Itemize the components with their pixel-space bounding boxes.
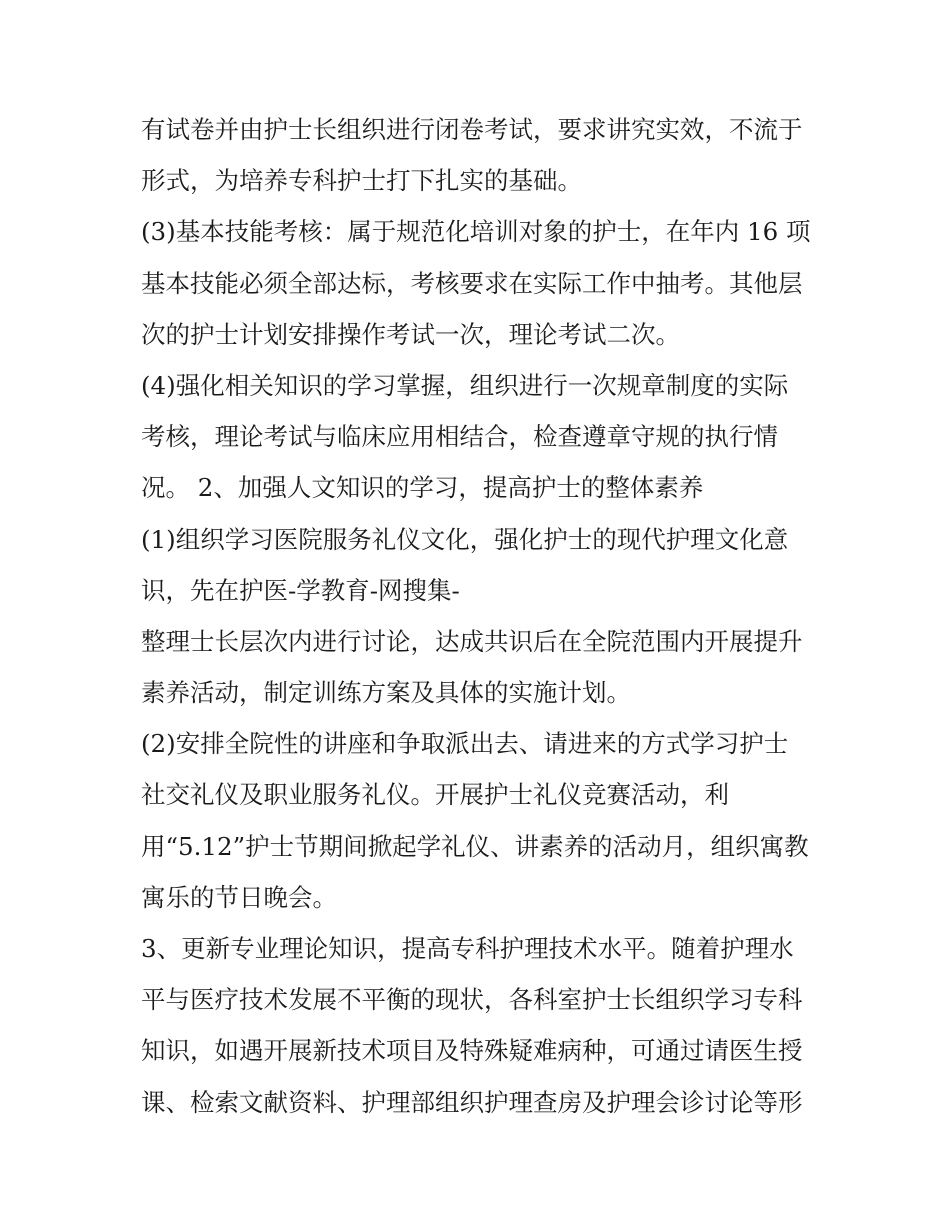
text-line: 3、更新专业理论知识，提高专科护理技术水平。随着护理水 — [141, 934, 794, 963]
text-line: 平与医疗技术发展不平衡的现状，各科室护士长组织学习专科 — [141, 985, 803, 1015]
text-line: (2)安排全院性的讲座和争取派出去、请进来的方式学习护士 — [141, 729, 789, 759]
text-line: 知识，如遇开展新技术项目及特殊疑难病种，可通过请医生授 — [141, 1036, 803, 1066]
text-line: 识，先在护医-学教育-网搜集- — [141, 575, 460, 605]
text-line: (3)基本技能考核：属于规范化培训对象的护士，在年内 16 项 — [141, 217, 811, 247]
text-line: (4)强化相关知识的学习掌握，组织进行一次规章制度的实际 — [141, 370, 789, 400]
text-line: 次的护士计划安排操作考试一次，理论考试二次。 — [141, 319, 680, 349]
text-line: (1)组织学习医院服务礼仪文化，强化护士的现代护理文化意 — [141, 524, 789, 554]
text-line: 考核，理论考试与临床应用相结合，检查遵章守规的执行情 — [141, 422, 778, 452]
text-line: 况。 2、加强人文知识的学习，提高护士的整体素养 — [141, 473, 704, 503]
text-line: 形式，为培养专科护士打下扎实的基础。 — [141, 166, 582, 196]
text-line: 社交礼仪及职业服务礼仪。开展护士礼仪竞赛活动，利 — [141, 780, 729, 810]
body-text — [141, 104, 821, 1128]
text-line: 用“5.12”护士节期间掀起学礼仪、讲素养的活动月，组织寓教 — [141, 831, 809, 861]
text-line: 素养活动，制定训练方案及具体的实施计划。 — [141, 678, 631, 708]
text-line: 有试卷并由护士长组织进行闭卷考试，要求讲究实效，不流于 — [141, 115, 803, 144]
text-line: 寓乐的节日晚会。 — [141, 882, 337, 912]
text-line: 整理士长层次内进行讨论，达成共识后在全院范围内开展提升 — [141, 626, 803, 656]
text-line: 课、检索文献资料、护理部组织护理查房及护理会诊讨论等形 — [141, 1087, 803, 1117]
text-line: 基本技能必须全部达标，考核要求在实际工作中抽考。其他层 — [141, 268, 803, 298]
